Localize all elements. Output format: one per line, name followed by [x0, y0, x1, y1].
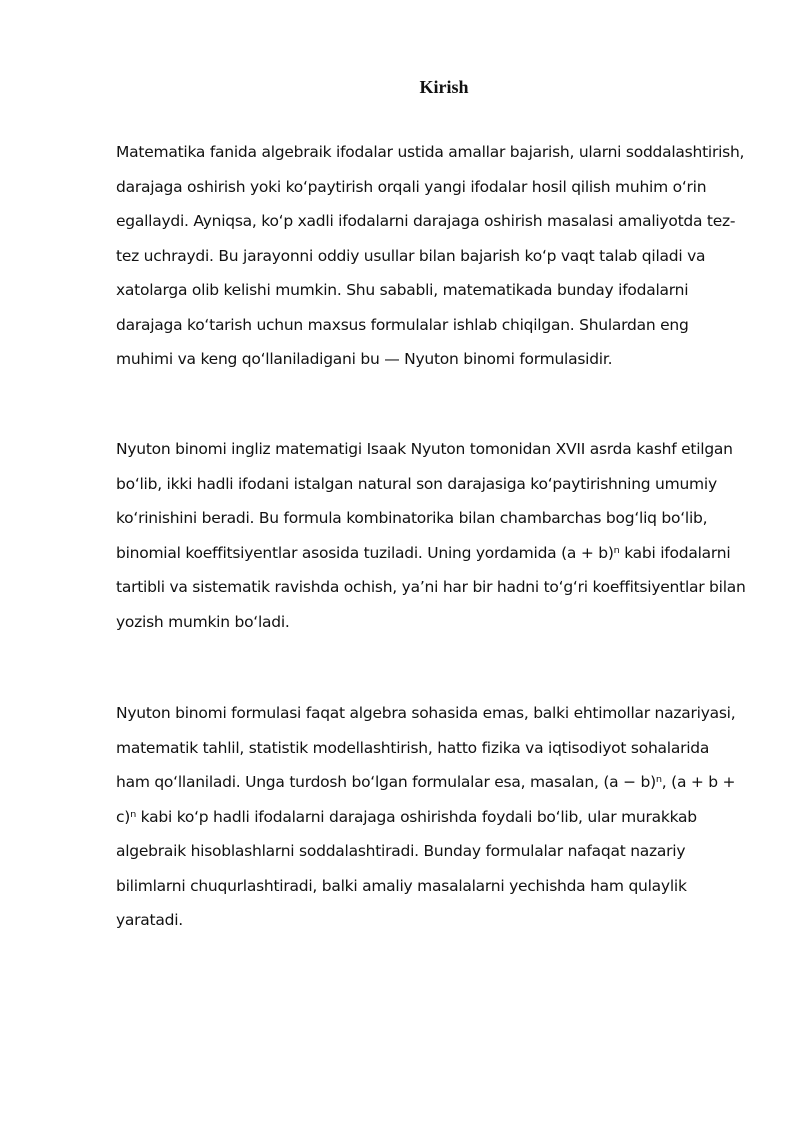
paragraph-3: Nyuton binomi formulasi faqat algebra sohasida emas, balki ehtimollar nazariyasi, matematik tahlil, statistik modellashtirish, hatto fizika va iqtisodiyot sohalarida ham qoʻllaniladi. Unga turdosh boʻlgan formulalar esa, masalan, (a − b)ⁿ, (a + b + c)ⁿ kabi koʻp hadli ifodalarni darajaga oshirishda foydali boʻlib, ular murakkab algebraik hisoblashlarni soddalashtiradi. Bunday formulalar nafaqat nazariy bilimlarni chuqurlashtiradi, balki amaliy masalalarni yechishda ham qulaylik yaratadi.: [116, 704, 736, 929]
paragraph-1: Matematika fanida algebraik ifodalar ustida amallar bajarish, ularni soddalashtirish, darajaga oshirish yoki koʻpaytirish orqali yangi ifodalar hosil qilish muhim oʻrin egallaydi. Ayniqsa, koʻp xadli ifodalarni darajaga oshirish masalasi amaliyotda tez-tez uchraydi. Bu jarayonni oddiy usullar bilan bajarish koʻp vaqt talab qiladi va xatolarga olib kelishi mumkin. Shu sababli, matematikada bunday ifodalarni darajaga koʻtarish uchun maxsus formulalar ishlab chiqilgan. Shulardan eng muhimi va keng qoʻllaniladigani bu — Nyuton binomi formulasidir.: [116, 143, 745, 368]
paragraph-2: Nyuton binomi ingliz matematigi Isaak Nyuton tomonidan XVII asrda kashf etilgan boʻlib, ikki hadli ifodani istalgan natural son darajasiga koʻpaytirishning umumiy koʻrinishini beradi. Bu formula kombinatorika bilan chambarchas bogʻliq boʻlib, binomial koeffitsiyentlar asosida tuziladi. Uning yordamida (a + b)ⁿ kabi ifodalarni tartibli va sistematik ravishda ochish, yaʼni har bir hadni toʻgʻri koeffitsiyentlar bilan yozish mumkin boʻladi.: [116, 440, 746, 631]
document-title: Kirish: [419, 77, 469, 97]
